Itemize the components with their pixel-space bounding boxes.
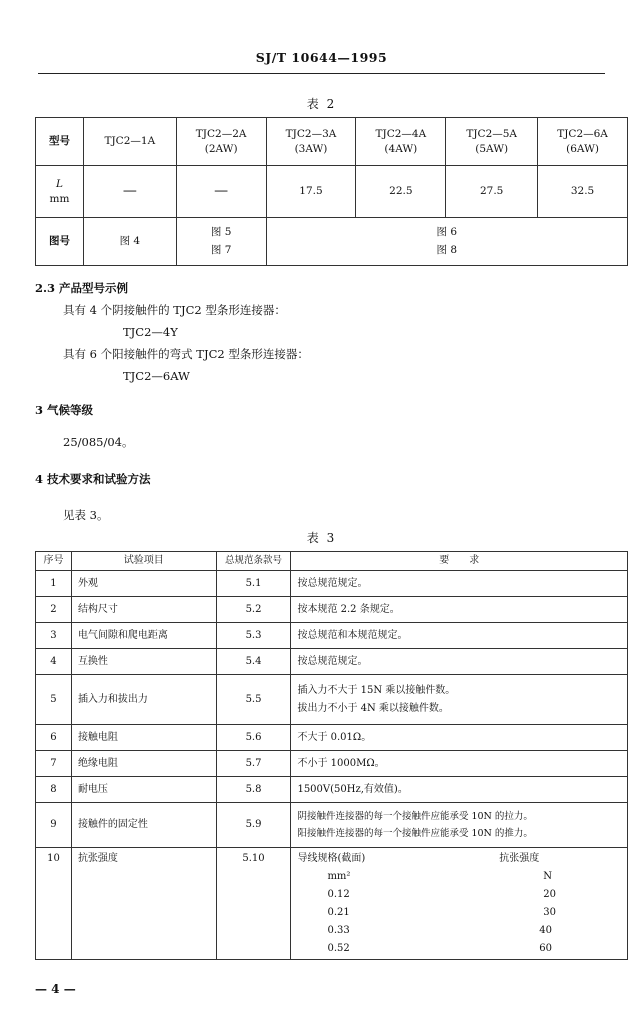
row-item: 抗张强度: [71, 848, 216, 960]
table2-fig: 图 5 图 7: [176, 218, 266, 266]
row-no: 3: [36, 623, 72, 649]
doc-code: SJ/T 10644—1995: [255, 50, 388, 65]
table2-l-header: L mm: [36, 166, 84, 218]
row-no: 5: [36, 675, 72, 725]
row-clause: 5.9: [216, 803, 291, 848]
table2-fig-row: [36, 218, 628, 266]
row-item: 耐电压: [71, 777, 216, 803]
wire-size-column: 导线规格(截面) mm² 0.12 0.21 0.33 0.52: [297, 853, 366, 954]
table2-model-row: [36, 118, 628, 166]
section-2-3-line1: 具有 4 个阴接触件的 TJC2 型条形连接器：: [63, 303, 286, 317]
row-clause: 5.2: [216, 597, 291, 623]
table2-row-header: 型号: [36, 118, 84, 166]
row-item: 电气间隙和爬电距离: [71, 623, 216, 649]
row-req: [291, 848, 628, 960]
row-no: 9: [36, 803, 72, 848]
table2-l-value: 32.5: [538, 166, 628, 218]
table2-l-value: —: [176, 166, 266, 218]
table-row: [36, 803, 628, 848]
table-row: [36, 649, 628, 675]
row-no: 4: [36, 649, 72, 675]
table3-header-row: [36, 552, 628, 571]
row-no: 2: [36, 597, 72, 623]
row-clause: 5.6: [216, 725, 291, 751]
section-2-3-title: 2.3 产品型号示例: [35, 281, 129, 295]
row-item: 绝缘电阻: [71, 751, 216, 777]
table2-fig: 图 4: [83, 218, 176, 266]
row-clause: 5.4: [216, 649, 291, 675]
table3-header-clause: 总规范条款号: [216, 552, 291, 571]
strength-column: 抗张强度 N 20 30 40 60: [499, 853, 556, 954]
table2-l-value: 27.5: [446, 166, 538, 218]
row-item: 接触件的固定性: [71, 803, 216, 848]
row-clause: 5.8: [216, 777, 291, 803]
row-no: 10: [36, 848, 72, 960]
row-no: 6: [36, 725, 72, 751]
section-2-3-code2: TJC2—6AW: [123, 369, 190, 383]
table2-model: TJC2—2A (2AW): [176, 118, 266, 166]
row-clause: 5.1: [216, 571, 291, 597]
table3-header-req: 要 求: [291, 552, 628, 571]
row-req: 按本规范 2.2 条规定。: [291, 597, 628, 623]
row-no: 7: [36, 751, 72, 777]
page-number: — 4 —: [35, 982, 76, 996]
table2-fig: 图 6 图 8: [266, 218, 627, 266]
row-clause: 5.3: [216, 623, 291, 649]
table2-l-value: 17.5: [266, 166, 356, 218]
row-req: 按总规范规定。: [291, 571, 628, 597]
row-clause: 5.5: [216, 675, 291, 725]
section-3-title: 3 气候等级: [35, 403, 94, 417]
table-row: [36, 675, 628, 725]
table2-model: TJC2—3A (3AW): [266, 118, 356, 166]
row-clause: 5.10: [216, 848, 291, 960]
table2-model: TJC2—4A (4AW): [356, 118, 446, 166]
section-3-text: 25/085/04。: [63, 435, 134, 449]
header-rule: [38, 73, 605, 74]
table2-model: TJC2—1A: [83, 118, 176, 166]
row-req: 不小于 1000MΩ。: [291, 751, 628, 777]
table-row: [36, 623, 628, 649]
section-2-3-line2: 具有 6 个阳接触件的弯式 TJC2 型条形连接器：: [63, 347, 309, 361]
section-4-text: 见表 3。: [63, 508, 109, 522]
row-item: 接触电阻: [71, 725, 216, 751]
row-item: 外观: [71, 571, 216, 597]
row-no: 8: [36, 777, 72, 803]
table3-header-item: 试验项目: [71, 552, 216, 571]
row-req: 阴接触件连接器的每一个接触件应能承受 10N 的拉力。 阳接触件连接器的每一个接触件应能承受 10N 的推力。: [291, 803, 628, 848]
table2-model: TJC2—5A (5AW): [446, 118, 538, 166]
table-row: [36, 725, 628, 751]
table-row: [36, 597, 628, 623]
tensile-strength-table: [291, 850, 627, 958]
table2-fig-header: 图号: [36, 218, 84, 266]
table3-header-no: 序号: [36, 552, 72, 571]
section-4-title: 4 技术要求和试验方法: [35, 472, 151, 486]
row-clause: 5.7: [216, 751, 291, 777]
row-item: 插入力和拔出力: [71, 675, 216, 725]
table-row: [36, 751, 628, 777]
table2-caption: 表 2: [306, 97, 337, 111]
row-no: 1: [36, 571, 72, 597]
section-2-3-code1: TJC2—4Y: [123, 325, 178, 339]
table2-model: TJC2—6A (6AW): [538, 118, 628, 166]
row-req: 插入力不大于 15N 乘以接触件数。 拔出力不小于 4N 乘以接触件数。: [291, 675, 628, 725]
table2-l-value: 22.5: [356, 166, 446, 218]
table-row: [36, 848, 628, 960]
row-item: 结构尺寸: [71, 597, 216, 623]
row-req: 不大于 0.01Ω。: [291, 725, 628, 751]
row-item: 互换性: [71, 649, 216, 675]
table2-l-row: [36, 166, 628, 218]
row-req: 按总规范和本规范规定。: [291, 623, 628, 649]
row-req: 按总规范规定。: [291, 649, 628, 675]
table-2: [35, 117, 628, 266]
table3-caption: 表 3: [306, 531, 337, 545]
row-req: 1500V(50Hz,有效值)。: [291, 777, 628, 803]
table-row: [36, 571, 628, 597]
table-3: [35, 551, 628, 960]
table-row: [36, 777, 628, 803]
table2-l-value: —: [83, 166, 176, 218]
